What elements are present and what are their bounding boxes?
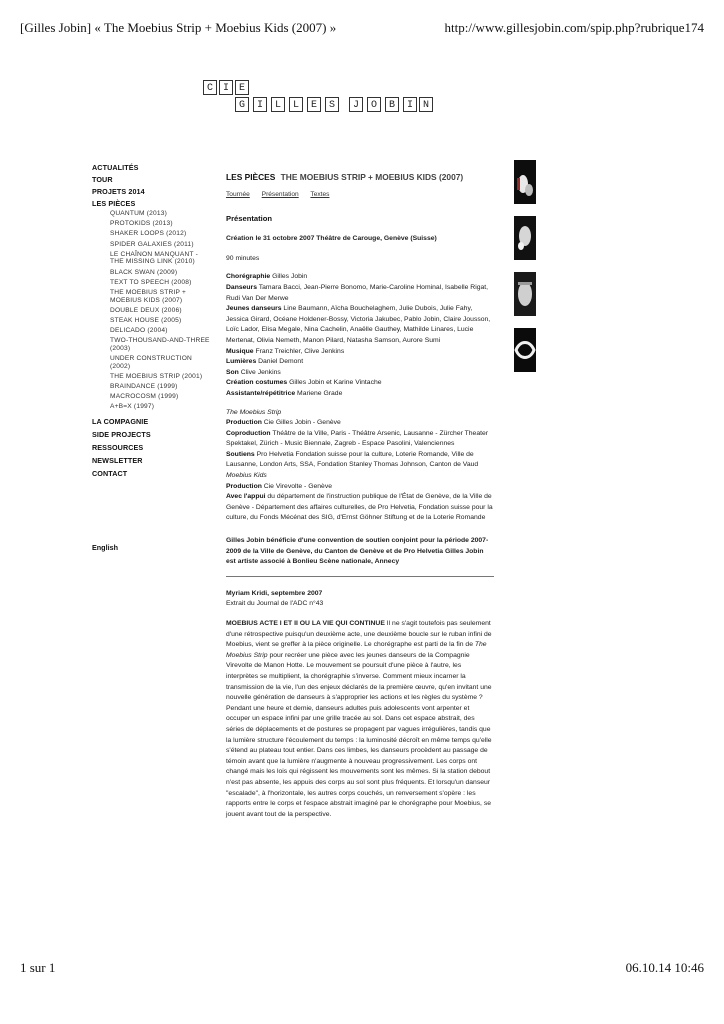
- piece-title: THE MOEBIUS STRIP + MOEBIUS KIDS (2007): [280, 172, 464, 182]
- dancers-photo-icon: [514, 272, 536, 316]
- dancers-photo-icon: [514, 160, 536, 204]
- sidebar-nav: [92, 163, 212, 478]
- piece-link[interactable]: MACROCOSM (1999): [110, 393, 179, 401]
- credit-row: [226, 347, 494, 358]
- credits-list: [226, 272, 494, 399]
- credit-role: Assistante/répétitrice: [226, 389, 296, 397]
- logo-letter: G: [235, 97, 249, 112]
- photo-thumbnail[interactable]: [514, 272, 536, 316]
- nav-les-pieces[interactable]: LES PIÈCES: [92, 199, 136, 208]
- credit-names: Franz Treichler, Clive Jenkins: [253, 347, 345, 355]
- pieces-list: [110, 210, 212, 411]
- logo-letter: I: [403, 97, 417, 112]
- credit-role: Lumières: [226, 358, 257, 366]
- print-footer: [20, 960, 704, 978]
- language-english-link[interactable]: English: [92, 543, 118, 552]
- credit-names: Daniel Demont: [256, 358, 304, 366]
- piece-link[interactable]: DOUBLE DEUX (2006): [110, 306, 182, 314]
- production-role: Soutiens: [226, 450, 255, 458]
- article-text: Il ne s'agit toutefois pas seulement d'une rétrospective puisqu'un deuxième acte, une deuxième boucle sur le ruban infini de Moebius, vient se greffer à la pièce originelle. Le chorégraphe est parti de la fin de: [226, 620, 492, 649]
- production-role: Coproduction: [226, 429, 271, 437]
- logo-letter: I: [219, 80, 233, 95]
- funding-notice: Gilles Jobin bénéficie d'une convention de soutien conjoint pour la période 2007-2009 de la Ville de Genève, du Canton de Genève et de Pro Helvetia Gilles Jobin est artiste associé à Bonlieu Scène nationale, Annecy: [226, 537, 489, 566]
- production-title: Moebius Kids: [226, 472, 267, 480]
- production-block: [226, 408, 494, 525]
- logo-letter: L: [289, 97, 303, 112]
- logo-letter: E: [235, 80, 249, 95]
- production-value: Cie Gilles Jobin - Genève: [261, 419, 341, 427]
- credit-row: [226, 272, 494, 283]
- logo-letter: I: [253, 97, 267, 112]
- piece-link[interactable]: TWO-THOUSAND-AND-THREE (2003): [110, 337, 210, 352]
- tab-tournee[interactable]: Tournée: [226, 191, 250, 198]
- photo-thumbnail[interactable]: [514, 160, 536, 204]
- piece-link[interactable]: BLACK SWAN (2009): [110, 268, 178, 276]
- logo-letter: O: [367, 97, 381, 112]
- logo-letter: S: [325, 97, 339, 112]
- nav-newsletter[interactable]: NEWSLETTER: [92, 455, 143, 465]
- logo-letter: L: [271, 97, 285, 112]
- credit-names: Gilles Jobin: [270, 273, 308, 281]
- piece-link[interactable]: SPIDER GALAXIES (2011): [110, 240, 194, 248]
- nav-projets-2014[interactable]: PROJETS 2014: [92, 187, 145, 196]
- page-count: 1 sur 1: [20, 960, 56, 975]
- piece-link[interactable]: SHAKER LOOPS (2012): [110, 230, 187, 238]
- production-role: Avec l'appui: [226, 493, 266, 501]
- credit-row: [226, 378, 494, 389]
- nav-ressources[interactable]: RESSOURCES: [92, 442, 144, 452]
- piece-link[interactable]: PROTOKIDS (2013): [110, 220, 173, 228]
- nav-side-projects[interactable]: SIDE PROJECTS: [92, 429, 151, 439]
- credit-names: Mariene Grade: [295, 389, 343, 397]
- credit-role: Musique: [226, 347, 254, 355]
- piece-tabs: [226, 190, 494, 201]
- company-logo[interactable]: [203, 80, 433, 114]
- production-value: Théâtre de la Ville, Paris - Théâtre Arsenic, Lausanne - Zürcher Theater Spektakel, Zürich - Music Biennale, Zagreb - Espace Pasolini, Valenciennes: [226, 429, 489, 448]
- logo-letter: E: [307, 97, 321, 112]
- print-header-url: http://www.gillesjobin.com/spip.php?rubrique174: [444, 20, 704, 35]
- production-row: [226, 450, 494, 471]
- article-body: [226, 619, 494, 820]
- print-header: [20, 20, 704, 38]
- page-title: [226, 172, 494, 183]
- article-lead: MOEBIUS ACTE I ET II OU LA VIE QUI CONTINUE: [226, 620, 385, 627]
- photo-thumbnail[interactable]: [514, 328, 536, 372]
- credit-role: Chorégraphie: [226, 273, 271, 281]
- section-heading: Présentation: [226, 213, 272, 223]
- logo-letter: C: [203, 80, 217, 95]
- duration: 90 minutes: [226, 254, 260, 262]
- article-header: [226, 589, 494, 610]
- print-date: 06.10.14 10:46: [625, 960, 704, 975]
- section-label: LES PIÈCES: [226, 172, 276, 182]
- credit-role: Jeunes danseurs: [226, 305, 282, 313]
- credit-names: Line Baumann, Aïcha Bouchelaghem, Julie Dubois, Julie Fahy, Jessica Girard, Océane Holdener-Bossy, Victoria Jakubec, Pablo Jobin, Claire Jousson, Loïc Lador, Elisa Megale, Nina Cachelin, Anaëlle Gauthey, Mathilde Linares, Lucie Mertenat, Olivia Nemeth, Manon Pilard, Natasha Samson, Aurore Sumi: [226, 305, 491, 344]
- credit-names: Clive Jenkins: [238, 368, 281, 376]
- credit-role: Danseurs: [226, 283, 257, 291]
- photo-thumbnail[interactable]: [514, 216, 536, 260]
- logo-letter: B: [385, 97, 399, 112]
- credit-role: Création costumes: [226, 379, 288, 387]
- divider: [226, 576, 494, 577]
- piece-link[interactable]: UNDER CONSTRUCTION (2002): [110, 355, 192, 370]
- production-row: [226, 492, 494, 524]
- piece-link-current[interactable]: THE MOEBIUS STRIP + MOEBIUS KIDS (2007): [110, 288, 187, 304]
- credit-row: [226, 389, 494, 400]
- nav-actualites[interactable]: ACTUALITÉS: [92, 163, 139, 172]
- production-value: Pro Helvetia Fondation suisse pour la culture, Loterie Romande, Ville de Lausanne, London Arts, SSA, Fondation Stanley Thomas Johnson, Canton de Vaud: [226, 450, 479, 469]
- piece-link[interactable]: THE MOEBIUS STRIP (2001): [110, 372, 203, 380]
- moebius-strip-icon: [514, 328, 536, 372]
- piece-link[interactable]: STEAK HOUSE (2005): [110, 316, 182, 324]
- piece-link[interactable]: DELICADO (2004): [110, 327, 168, 335]
- dancers-photo-icon: [514, 216, 536, 260]
- piece-link[interactable]: TEXT TO SPEECH (2008): [110, 278, 192, 286]
- tab-textes[interactable]: Textes: [310, 191, 330, 198]
- logo-letter: N: [419, 97, 433, 112]
- logo-letter: J: [349, 97, 363, 112]
- credit-role: Son: [226, 368, 239, 376]
- article-italic-title: The Moebius Strip: [226, 641, 487, 659]
- production-row: [226, 418, 494, 429]
- credit-row: [226, 283, 494, 304]
- piece-link[interactable]: BRAINDANCE (1999): [110, 383, 178, 390]
- production-role: Production: [226, 419, 262, 427]
- nav-tour[interactable]: TOUR: [92, 175, 113, 184]
- piece-link[interactable]: A+B=X (1997): [110, 403, 155, 411]
- print-header-title: [Gilles Jobin] « The Moebius Strip + Moebius Kids (2007) »: [20, 20, 337, 35]
- production-value: du département de l'instruction publique de l'État de Genève, de la Ville de Genève - Département des affaires culturelles, de Pro Helvetia, Fondation suisse pour la culture, du Fonds Mécénat des SIG, d'Ernst Göhner Stiftung et de la Loterie Romande: [226, 493, 493, 522]
- main-content: [226, 172, 494, 820]
- production-row: [226, 482, 494, 493]
- credit-row: [226, 368, 494, 379]
- tab-presentation[interactable]: Présentation: [261, 191, 299, 198]
- piece-link[interactable]: LE CHAÎNON MANQUANT - THE MISSING LINK (2010): [110, 250, 198, 266]
- credit-names: Tamara Bacci, Jean-Pierre Bonomo, Marie-Caroline Hominal, Isabelle Rigat, Rudi Van Der Merwe: [226, 283, 489, 302]
- creation-line: Création le 31 octobre 2007 Théâtre de Carouge, Genève (Suisse): [226, 235, 437, 243]
- nav-la-compagnie[interactable]: LA COMPAGNIE: [92, 416, 149, 426]
- production-title: The Moebius Strip: [226, 408, 282, 416]
- credit-row: [226, 357, 494, 368]
- article-source: Extrait du Journal de l'ADC n°43: [226, 600, 324, 608]
- credit-names: Gilles Jobin et Karine Vintache: [287, 379, 382, 387]
- article-text: pour recréer une pièce avec les jeunes danseurs de la Compagnie Virevolte de Manon Hotte. Le mouvement se poursuit d'une pièce à l'autre, les interprètes se multiplient, la chorégraphie s'inverse. Comment mieux incarner la transmission de la vie, l'un des enjeux déclarés de la première œuvre, qu'en invitant une nouvelle génération de danseurs à s'approprier les actions et les règles du système ? Pendant une heure et demie, danseurs adultes puis adolescents vont arpenter et occuper un espace infini par une grille tracée au sol. Dans cet espace abstrait, des séries de déplacements et de postures se propagent par vagues irrégulières, tandis que la lumière structure l'écoulement du temps : la luminosité décroît en même temps qu'elle s'étend au plateau tout entier. Dans ces limbes, les danseurs procèdent au passage de témoin avant que la lumière n'augmente à nouveau progressivement. Les corps ont changé mais les lois qui régissent les mouvements sont les mêmes. Si la station debout n'est pas absente, les appuis des corps au sol sont plus fréquents. Et lorsqu'un danseur "escalade", à l'horizontale, les autres corps couchés, un renversement s'opère : les rapports entre le corps et l'espace abstrait imaginé par le chorégraphe pour Moebius, se jouent avant tout de la perspective.: [226, 651, 492, 818]
- production-value: Cie Virevolte - Genève: [261, 482, 333, 490]
- production-row: [226, 429, 494, 450]
- nav-contact[interactable]: CONTACT: [92, 468, 128, 478]
- article-author: Myriam Kridi, septembre 2007: [226, 589, 323, 597]
- production-role: Production: [226, 482, 262, 490]
- credit-row: [226, 304, 494, 346]
- piece-link[interactable]: QUANTUM (2013): [110, 210, 168, 217]
